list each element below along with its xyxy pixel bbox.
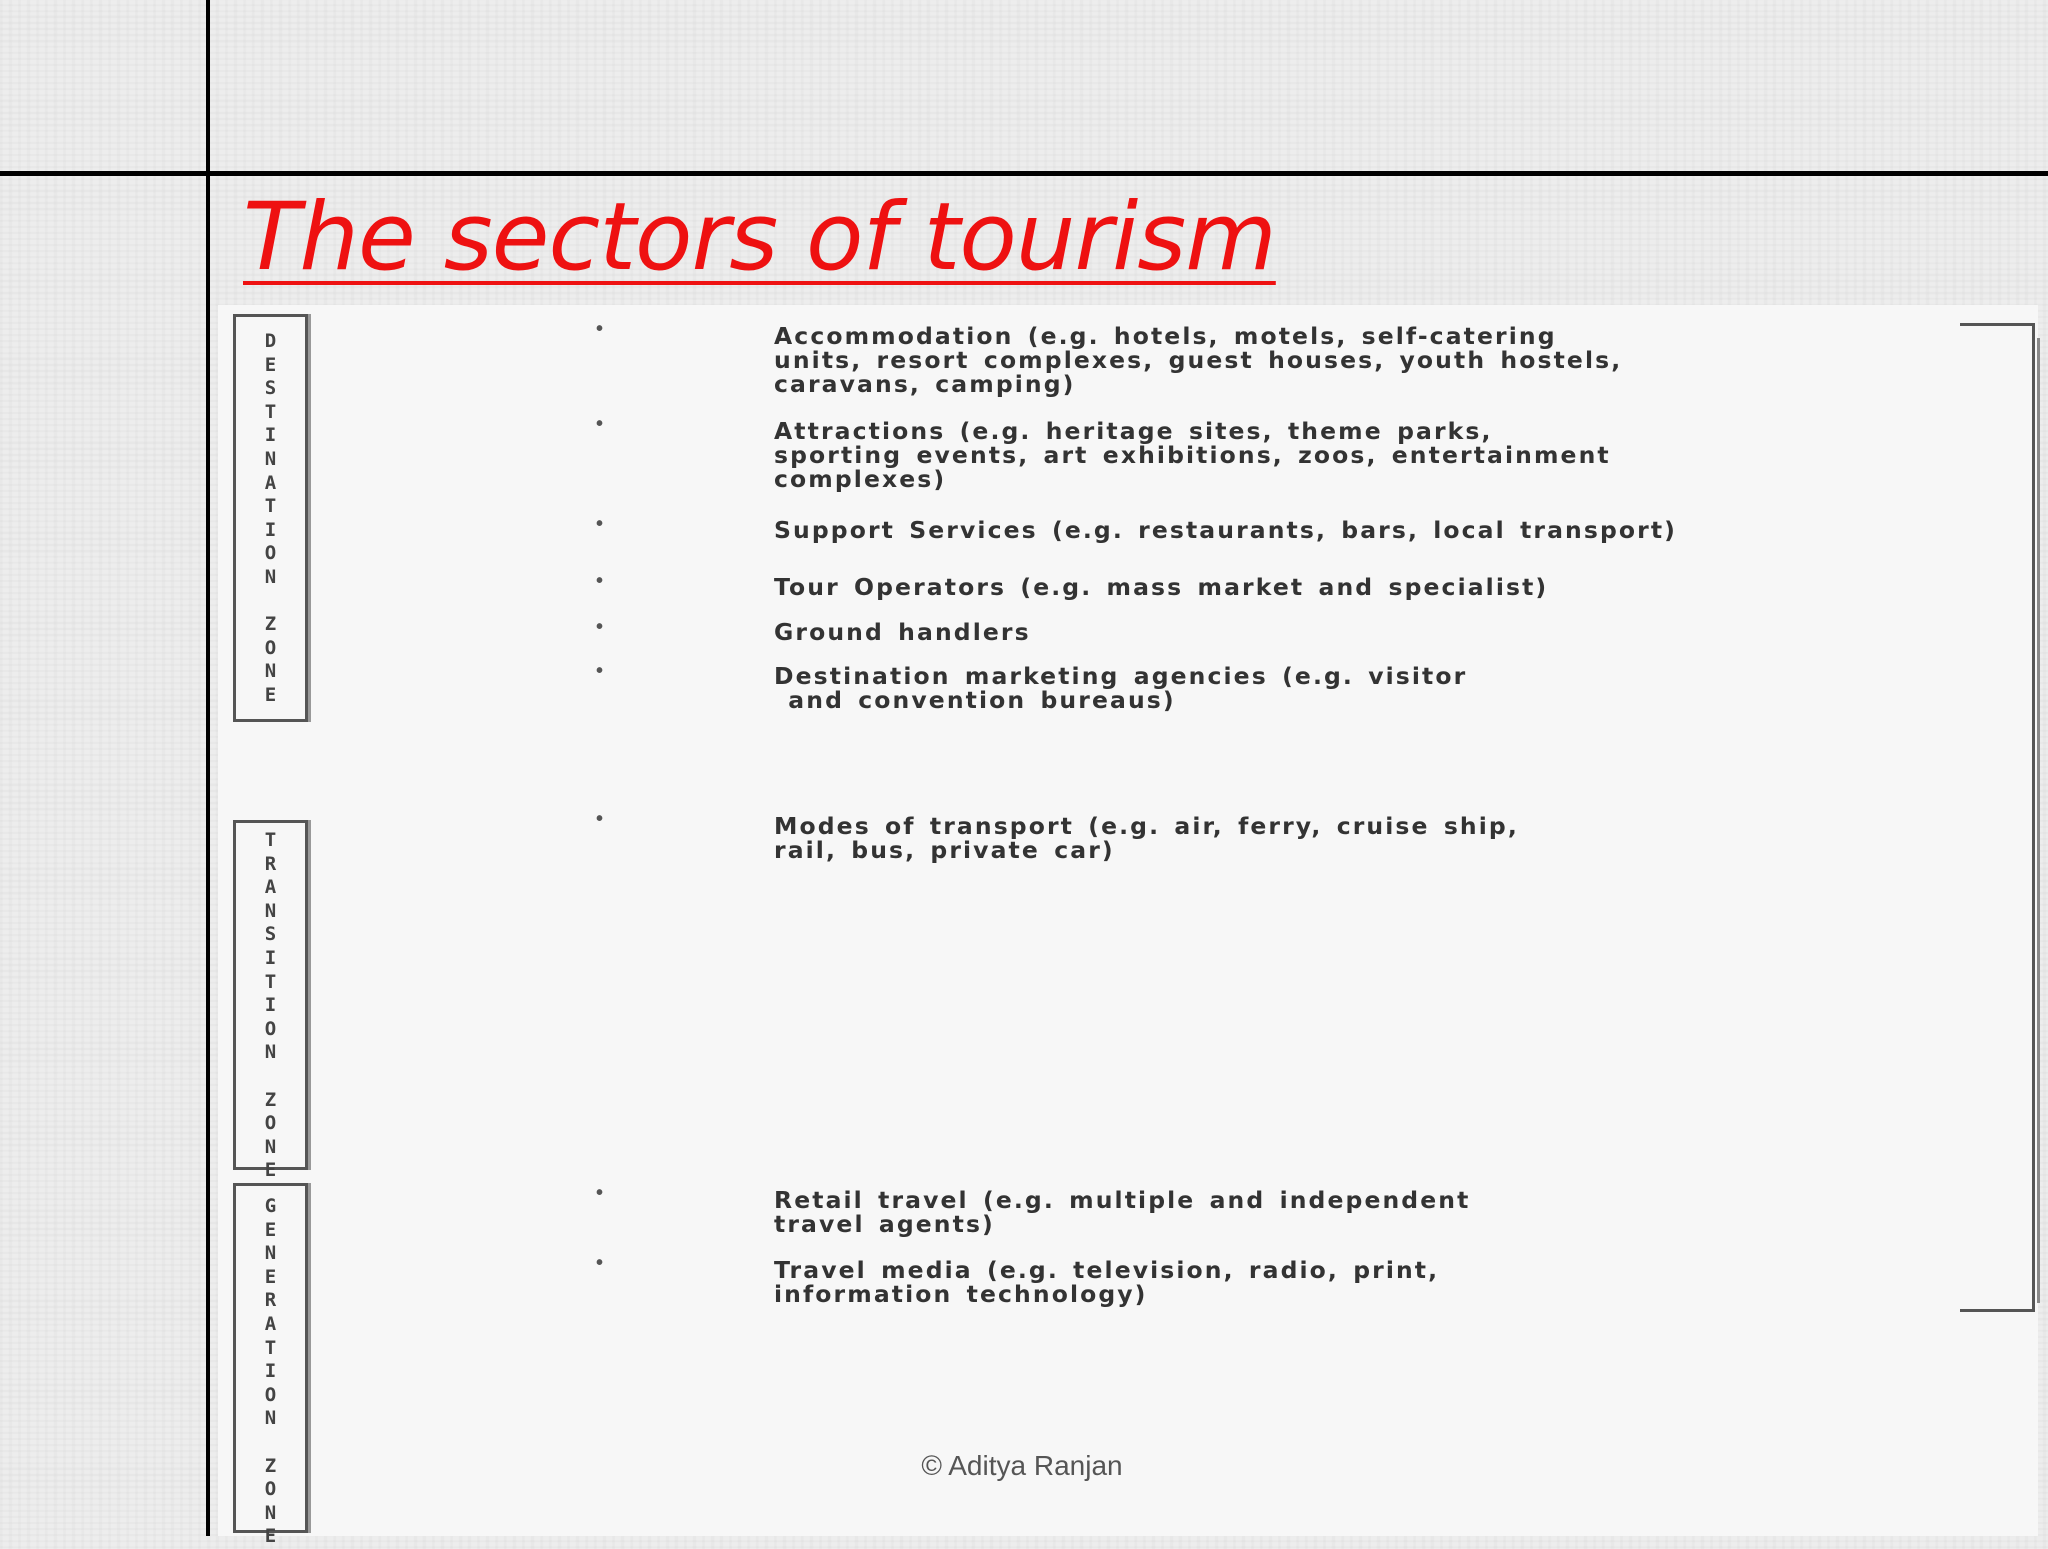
sector-travel-media: Travel media (e.g. television, radio, print, information technology) [774, 1256, 1440, 1308]
copyright-text: © Aditya Ranjan [921, 1450, 1123, 1481]
zone-letter: Z [264, 1454, 277, 1477]
transition-zone-box [233, 820, 308, 1182]
zone-letter: O [264, 542, 277, 565]
zone-letter: S [264, 923, 277, 946]
zone-letter: N [264, 1041, 277, 1064]
sector-tour-operators: Tour Operators (e.g. mass market and specialist) [774, 573, 1549, 601]
sector-support-services: Support Services (e.g. restaurants, bars, local transport) [774, 516, 1678, 544]
zone-letter: A [264, 876, 277, 899]
zone-letter: R [264, 1289, 277, 1312]
transition-zone-label [236, 829, 305, 1183]
bullet: • [596, 413, 604, 435]
destination-zone-box [233, 314, 308, 722]
sector-retail-travel: Retail travel (e.g. multiple and independent travel agents) [774, 1186, 1471, 1238]
destination-zone-label [236, 330, 305, 708]
zone-letter: N [264, 447, 277, 470]
zone-letter: T [264, 400, 277, 423]
sector-accommodation: Accommodation (e.g. hotels, motels, self-catering units, resort complexes, guest houses, youth hostels, caravans, camping) [774, 322, 1623, 398]
zone-letter: I [264, 946, 277, 969]
bullet: • [596, 1252, 604, 1274]
zone-letter: O [264, 1017, 277, 1040]
bullet: • [596, 660, 604, 682]
zone-letter: N [264, 899, 277, 922]
zone-letter: S [264, 377, 277, 400]
slide-top-rule [0, 171, 2048, 176]
zone-letter: E [264, 1525, 277, 1548]
bullet: • [596, 570, 604, 592]
zone-letter: O [264, 1478, 277, 1501]
zone-letter: N [264, 1135, 277, 1158]
zone-letter: I [264, 424, 277, 447]
slide-left-rule [206, 0, 210, 1536]
zone-letter: N [264, 1407, 277, 1430]
zone-letter: G [264, 1195, 277, 1217]
zone-letter: T [264, 970, 277, 993]
zone-letter [265, 1065, 276, 1089]
bullet: • [596, 808, 604, 830]
bullet: • [596, 513, 604, 535]
generation-zone-label [236, 1195, 305, 1549]
zone-letter: I [264, 994, 277, 1017]
zone-letter: R [264, 852, 277, 875]
zone-letter: N [264, 1242, 277, 1265]
sector-modes-of-transport: Modes of transport (e.g. air, ferry, cruise ship, rail, bus, private car) [774, 812, 1519, 864]
copyright-footer [0, 1446, 2048, 1486]
zone-letter: T [264, 1336, 277, 1359]
zone-letter: N [264, 660, 277, 683]
bullet: • [596, 616, 604, 638]
zone-letter: E [264, 1218, 277, 1241]
zone-letter: T [264, 495, 277, 518]
sector-ground-handlers: Ground handlers [774, 618, 1031, 646]
page-title: The sectors of tourism [243, 183, 1276, 292]
zone-letter: E [264, 353, 277, 376]
zone-letter: E [264, 683, 277, 706]
bullet: • [596, 1182, 604, 1204]
zone-letter: O [264, 1383, 277, 1406]
zone-letter: D [264, 330, 277, 352]
zone-letter: O [264, 1112, 277, 1135]
bullet: • [596, 318, 604, 340]
zone-letter: E [264, 1265, 277, 1288]
zone-letter: I [264, 518, 277, 541]
zone-letter [265, 590, 276, 614]
zone-letter: A [264, 1312, 277, 1335]
zone-letter: I [264, 1360, 277, 1383]
zone-letter: E [264, 1159, 277, 1182]
zone-letter: A [264, 471, 277, 494]
zone-letter: N [264, 1501, 277, 1524]
zone-letter: Z [264, 1088, 277, 1111]
sector-destination-marketing: Destination marketing agencies (e.g. visitor and convention bureaus) [774, 662, 1468, 714]
sector-attractions: Attractions (e.g. heritage sites, theme parks, sporting events, art exhibitions, zoos, entertainment complexes) [774, 417, 1611, 493]
zone-letter: N [264, 565, 277, 588]
zone-letter: O [264, 636, 277, 659]
zone-letter: T [264, 829, 277, 851]
zone-letter: Z [264, 613, 277, 636]
sectors-bracket [1960, 323, 2035, 1312]
